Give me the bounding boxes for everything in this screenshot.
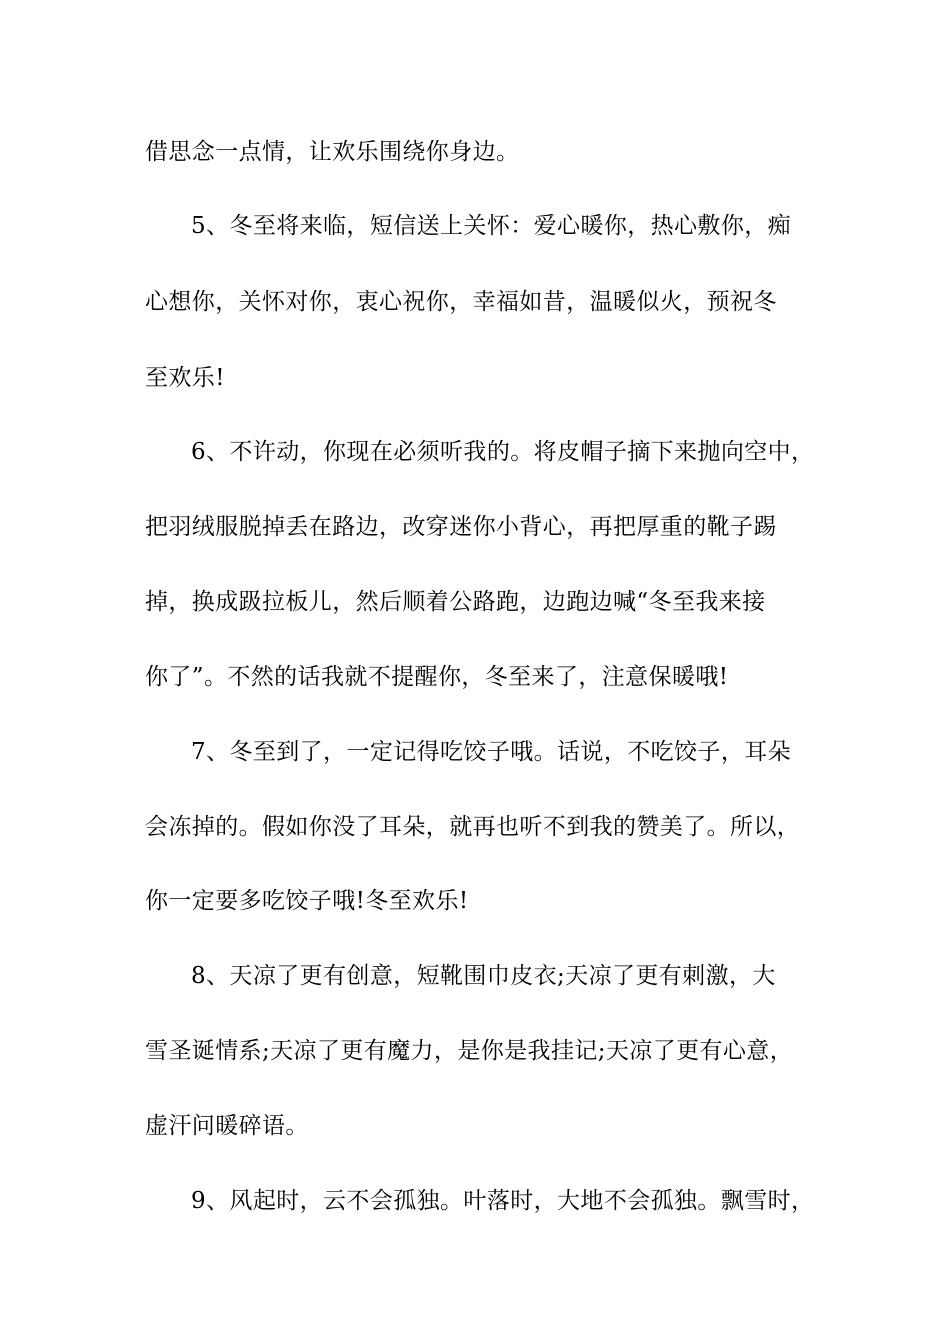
text-line: 你了”。不然的话我就不提醒你，冬至来了，注意保暖哦! [145,664,729,690]
text-line: 雪圣诞情系;天凉了更有魔力，是你是我挂记;天凉了更有心意， [145,1038,794,1064]
text-line: 5、冬至将来临，短信送上关怀：爱心暖你，热心敷你，痴 [191,213,792,239]
text-line: 你一定要多吃饺子哦!冬至欢乐! [145,888,469,914]
text-line: 9、风起时，云不会孤独。叶落时，大地不会孤独。飘雪时， [191,1188,815,1214]
text-line: 把羽绒服脱掉丢在路边，改穿迷你小背心，再把厚重的靴子踢 [145,514,777,540]
text-line: 掉，换成趿拉板儿，然后顺着公路跑，边跑边喊“冬至我来接 [145,589,766,615]
text-line: 借思念一点情，让欢乐围绕你身边。 [145,139,520,165]
text-line: 至欢乐! [145,365,225,391]
text-line: 心想你，关怀对你，衷心祝你，幸福如昔，温暖似火，预祝冬 [145,289,777,315]
text-line: 会冻掉的。假如你没了耳朵，就再也听不到我的赞美了。所以， [145,814,801,840]
text-line: 6、不许动，你现在必须听我的。将皮帽子摘下来抛向空中， [191,439,815,465]
text-line: 8、天凉了更有创意，短靴围巾皮衣;天凉了更有刺激，大 [191,963,776,989]
text-line: 虚汗问暖碎语。 [145,1113,309,1139]
text-line: 7、冬至到了，一定记得吃饺子哦。话说，不吃饺子，耳朵 [191,739,792,765]
